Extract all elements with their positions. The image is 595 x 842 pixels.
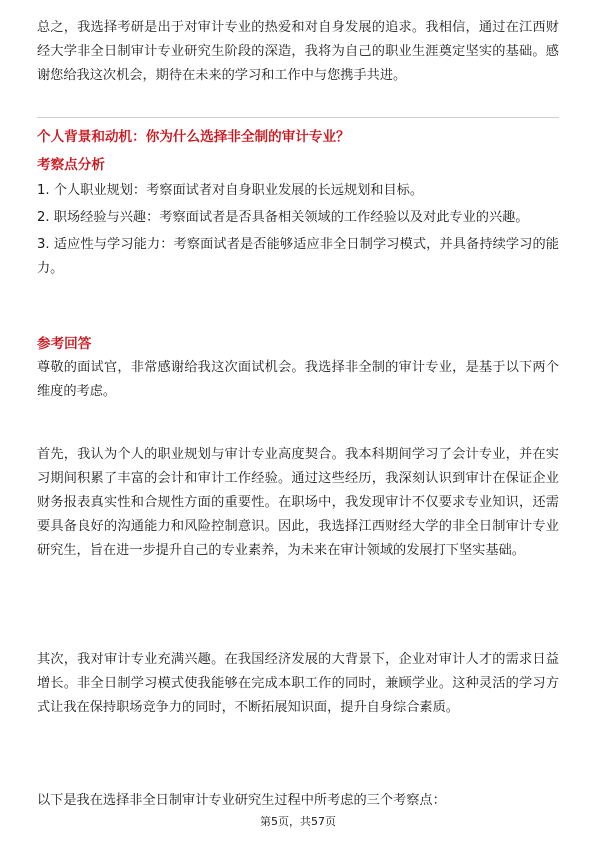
analysis-list: [37, 179, 559, 284]
analysis-heading: 考察点分析: [37, 157, 105, 173]
answer-paragraph-3: 其次，我对审计专业充满兴趣。在我国经济发展的大背景下，企业对审计人才的需求日益增长。非全日制学习模式使我能够在完成本职工作的同时，兼顾学业。这种灵活的学习方式让我在保持职场竞争力的同时，不断拓展知识面，提升自身综合素质。: [37, 652, 559, 715]
question-title: 个人背景和动机：你为什么选择非全制的审计专业？: [37, 129, 350, 145]
page-footer: 第5页，共57页: [260, 815, 336, 828]
analysis-item-3: 3. 适应性与学习能力：考察面试者是否能够适应非全日制学习模式，并具备持续学习的能力。: [37, 237, 559, 276]
analysis-item-2: 2. 职场经验与兴趣：考察面试者是否具备相关领域的工作经验以及对此专业的兴趣。: [37, 210, 529, 225]
answer-paragraph-2: 首先，我认为个人的职业规划与审计专业高度契合。我本科期间学习了会计专业，并在实习期间积累了丰富的会计和审计工作经验。通过这些经历，我深刻认识到审计在保证企业财务报表真实性和合规性方面的重要性。在职场中，我发现审计不仅要求专业知识，还需要具备良好的沟通能力和风险控制意识。因此，我选择江西财经大学的非全日制审计专业研究生，旨在进一步提升自己的专业素养，为未来在审计领域的发展打下坚实基础。: [37, 447, 559, 558]
answer-heading: 参考回答: [37, 336, 92, 352]
analysis-item-1: 1. 个人职业规划：考察面试者对自身职业发展的长远规划和目标。: [37, 183, 424, 198]
answer-paragraph-1: 尊敬的面试官，非常感谢给我这次面试机会。我选择非全制的审计专业，是基于以下两个维度的考虑。: [37, 360, 559, 399]
section-divider: [37, 117, 559, 118]
intro-paragraph: 总之，我选择考研是出于对审计专业的热爱和对自身发展的追求。我相信，通过在江西财经大学非全日制审计专业研究生阶段的深造，我将为自己的职业生涯奠定坚实的基础。感谢您给我这次机会，期待在未来的学习和工作中与您携手共进。: [37, 20, 559, 83]
answer-paragraph-4: 以下是我在选择非全日制审计专业研究生过程中所考虑的三个考察点：: [37, 793, 446, 808]
document-page: [37, 0, 559, 842]
